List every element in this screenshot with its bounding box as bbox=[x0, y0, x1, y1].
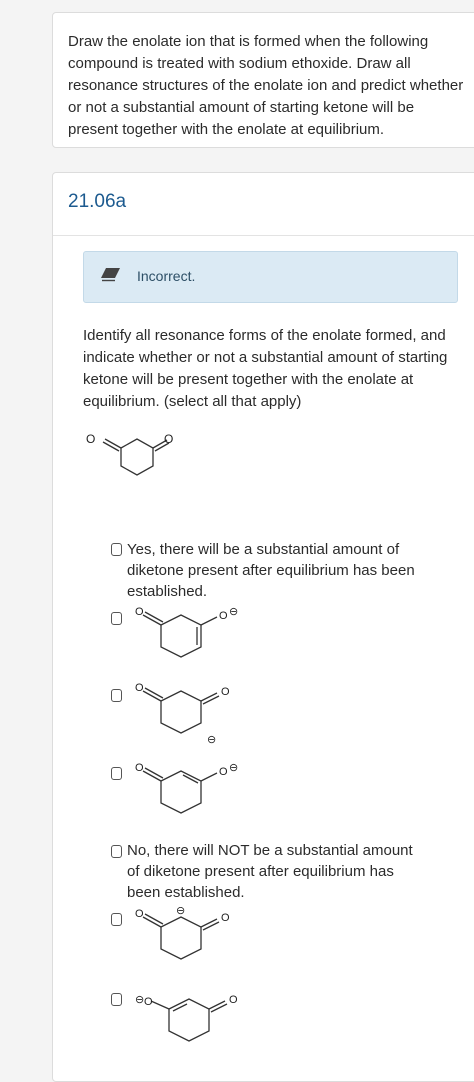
atom-label: O bbox=[219, 766, 228, 778]
charge-label: ⊖ bbox=[207, 734, 217, 746]
divider bbox=[53, 235, 474, 236]
charge-label: ⊖ bbox=[229, 762, 239, 774]
enolate-structure-3 bbox=[125, 761, 255, 833]
charge-label: ⊖ bbox=[229, 606, 239, 618]
atom-label: O bbox=[135, 606, 144, 618]
option-checkbox-yes[interactable] bbox=[111, 543, 122, 556]
option-checkbox-structure-2[interactable] bbox=[111, 689, 122, 702]
option-checkbox-no[interactable] bbox=[111, 845, 122, 858]
feedback-banner bbox=[83, 251, 458, 303]
option-label-no: No, there will NOT be a substantial amount of diketone present after equilibrium has been established. bbox=[127, 842, 413, 901]
atom-label: O bbox=[164, 432, 174, 446]
option-checkbox-structure-5[interactable] bbox=[111, 993, 122, 1006]
atom-label: O bbox=[135, 908, 144, 920]
enolate-structure-4 bbox=[125, 907, 255, 979]
atom-label: O bbox=[219, 610, 228, 622]
atom-label: O bbox=[86, 432, 96, 446]
charge-label: ⊖ bbox=[176, 907, 186, 917]
enolate-structure-5 bbox=[125, 985, 255, 1065]
atom-label: O bbox=[229, 994, 238, 1006]
atom-label: O bbox=[135, 682, 144, 694]
question-card bbox=[52, 12, 474, 148]
part-title: 21.06a bbox=[68, 191, 127, 212]
atom-label: O bbox=[221, 912, 230, 924]
part-card bbox=[52, 172, 474, 1082]
enolate-structure-1 bbox=[125, 605, 255, 677]
eraser-icon bbox=[100, 266, 122, 287]
enolate-structure-2 bbox=[125, 681, 255, 761]
atom-label: O bbox=[221, 686, 230, 698]
atom-label: O bbox=[144, 996, 153, 1008]
question-text: Draw the enolate ion that is formed when the following compound is treated with sodium ethoxide. Draw all resonance structures of the enolate ion and predict whether or not a substantial amount of starting ketone will be present together with the enolate at equilibrium. bbox=[68, 33, 464, 138]
charge-label: ⊖ bbox=[135, 994, 145, 1006]
starting-compound-structure bbox=[81, 431, 181, 491]
instructions: Identify all resonance forms of the enolate formed, and indicate whether or not a substantial amount of starting ketone will be present together with the enolate at equilibrium. (select all that apply) bbox=[83, 327, 448, 410]
feedback-status: Incorrect. bbox=[137, 268, 196, 284]
option-label-yes: Yes, there will be a substantial amount of diketone present after equilibrium has been established. bbox=[127, 541, 415, 600]
option-checkbox-structure-4[interactable] bbox=[111, 913, 122, 926]
option-checkbox-structure-1[interactable] bbox=[111, 612, 122, 625]
option-checkbox-structure-3[interactable] bbox=[111, 767, 122, 780]
atom-label: O bbox=[135, 762, 144, 774]
